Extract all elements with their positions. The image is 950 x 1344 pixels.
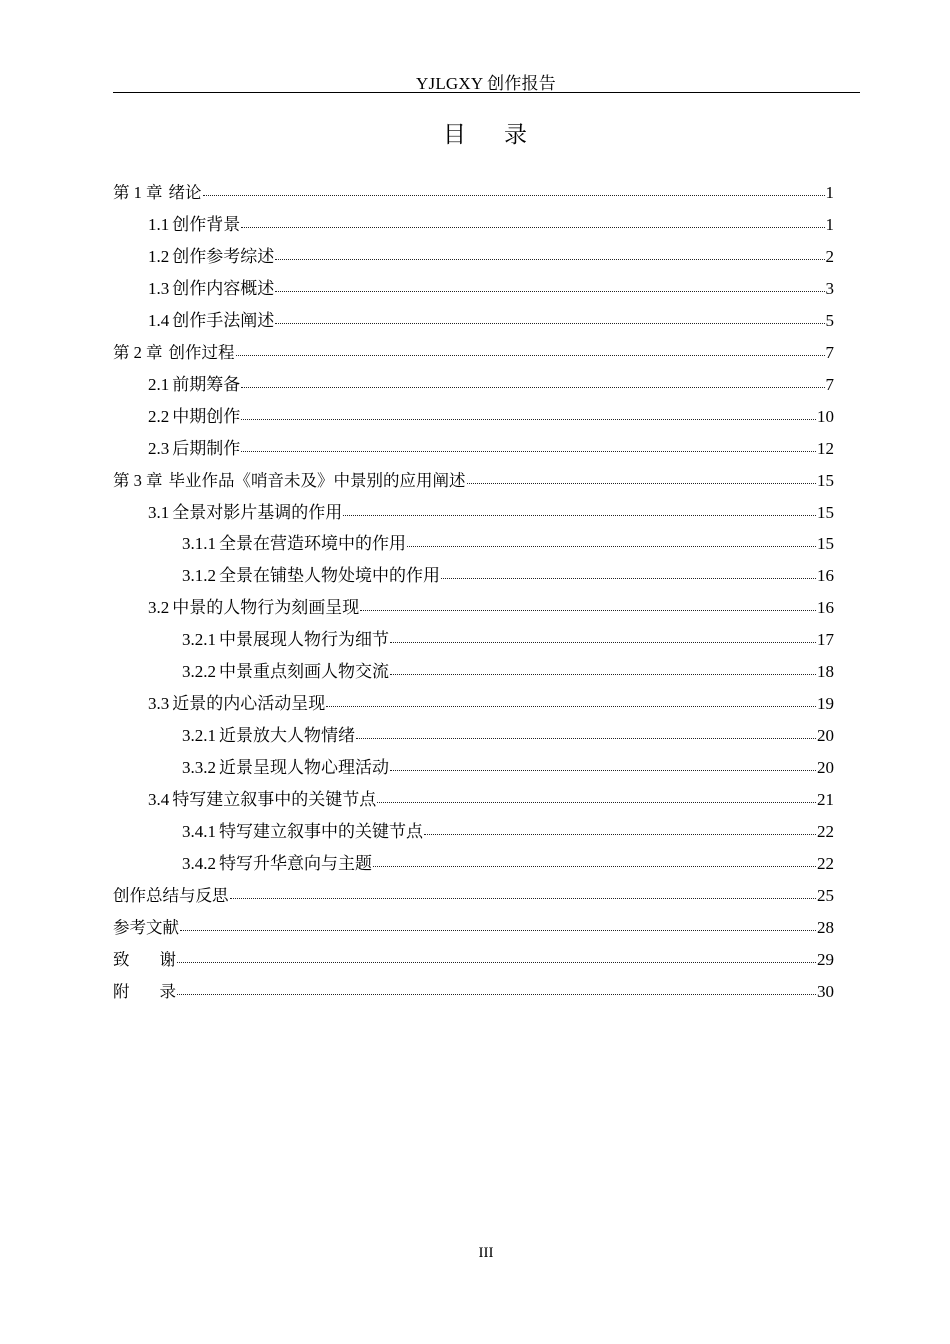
toc-entry-page: 7: [825, 342, 834, 362]
toc-entry-number: 3.2.2: [182, 662, 216, 682]
toc-entry-label: [113, 944, 176, 976]
toc-entry[interactable]: [148, 592, 834, 624]
toc-leader-dots: [275, 290, 824, 292]
toc-leader-dots: [326, 705, 816, 707]
toc-entry-label: 创作参考综述: [172, 246, 275, 266]
toc-leader-dots: [407, 545, 816, 547]
toc-leader-dots: [373, 865, 816, 867]
toc-entry[interactable]: [182, 624, 834, 656]
toc-leader-dots: [241, 450, 816, 452]
toc-entry-page: 15: [817, 470, 834, 490]
toc-entry[interactable]: [148, 369, 834, 401]
toc-entry-page: 15: [817, 534, 834, 554]
toc-entry[interactable]: [148, 688, 834, 720]
toc-entry[interactable]: [113, 465, 834, 497]
toc-entry-number: 1.3: [148, 278, 170, 298]
toc-entry-label: 创作内容概述: [172, 278, 275, 298]
toc-entry-label: 中景重点刻画人物交流: [219, 662, 389, 682]
page-header-title: YJLGXY 创作报告: [416, 74, 556, 93]
toc-entry-page: 18: [817, 662, 834, 682]
toc-entry-page: 12: [817, 438, 834, 458]
toc-entry-label: 中景的人物行为刻画呈现: [172, 598, 360, 618]
toc-entry-label-part1: 致: [113, 949, 130, 969]
toc-leader-dots: [424, 833, 816, 835]
toc-entry-label: 近景呈现人物心理活动: [219, 758, 389, 778]
toc-entry-number: 3.2.1: [182, 726, 216, 746]
toc-entry[interactable]: [148, 497, 834, 529]
toc-entry-number: 3.2: [148, 598, 170, 618]
toc-entry-page: 22: [817, 853, 834, 873]
toc-entry-number: 3.3.2: [182, 758, 216, 778]
toc-entry-number: 3.4.2: [182, 853, 216, 873]
toc-entry[interactable]: [148, 305, 834, 337]
toc-entry-label: 中景展现人物行为细节: [219, 630, 389, 650]
toc-entry-number: 2.2: [148, 406, 170, 426]
toc-title: [0, 116, 950, 149]
toc-entry-page: 16: [817, 598, 834, 618]
toc-entry-number: 3.1.2: [182, 566, 216, 586]
toc-entry-label: 全景对影片基调的作用: [172, 502, 343, 522]
toc-entry-page: 21: [817, 790, 834, 810]
toc-leader-dots: [177, 993, 816, 995]
toc-leader-dots: [360, 609, 816, 611]
toc-leader-dots: [241, 386, 824, 388]
toc-entry-label: 近景放大人物情绪: [219, 726, 355, 746]
toc-entry[interactable]: [113, 912, 834, 944]
toc-entry-page: 3: [825, 278, 834, 298]
toc-entry-page: 20: [817, 726, 834, 746]
toc-entry-page: 2: [825, 246, 834, 266]
toc-entry-page: 5: [825, 310, 834, 330]
toc-entry-page: 1: [825, 214, 834, 234]
toc-entry[interactable]: [182, 528, 834, 560]
toc-entry-label: 全景在营造环境中的作用: [219, 534, 406, 554]
toc-entry-page: 19: [817, 694, 834, 714]
toc-entry[interactable]: [182, 752, 834, 784]
toc-entry-label: 创作背景: [172, 214, 241, 234]
toc-entry[interactable]: [113, 177, 834, 209]
toc-leader-dots: [177, 961, 816, 963]
toc-entry-number: 2.3: [148, 438, 170, 458]
toc-entry-number: 3.3: [148, 694, 170, 714]
toc-entry-page: 30: [817, 981, 834, 1001]
toc-entry[interactable]: [182, 720, 834, 752]
toc-entry-page: 16: [817, 566, 834, 586]
toc-leader-dots: [230, 897, 817, 899]
toc-entry-label: 特写建立叙事中的关键节点: [219, 822, 423, 841]
toc-entry[interactable]: [182, 848, 834, 880]
toc-entry-number: 3.1: [148, 502, 170, 522]
toc-entry-page: 17: [817, 630, 834, 650]
toc-entry-number: 第 1 章: [113, 183, 163, 202]
toc-entry-page: 28: [817, 917, 834, 937]
toc-entry[interactable]: [113, 976, 834, 1008]
toc-entry-label: 创作过程: [168, 342, 235, 362]
toc-leader-dots: [241, 226, 824, 228]
toc-entry-page: 20: [817, 758, 834, 778]
toc-leader-dots: [236, 354, 825, 356]
toc-leader-dots: [390, 673, 816, 675]
toc-entry-label: 毕业作品《哨音未及》中景别的应用阐述: [168, 470, 466, 490]
toc-entry-label-part1: 附: [113, 981, 130, 1001]
toc-entry-number: 第 3 章: [113, 470, 163, 490]
toc-entry[interactable]: [113, 944, 834, 976]
toc-entry[interactable]: [148, 784, 834, 816]
toc-title-left: 目: [443, 122, 468, 148]
toc-entry[interactable]: [148, 401, 834, 433]
toc-entry-page: 10: [817, 406, 834, 426]
toc-entry-page: 15: [817, 502, 834, 522]
toc-entry-number: 3.2.1: [182, 630, 216, 650]
toc-entry-page: 1: [825, 183, 834, 202]
toc-entry-label: 绪论: [168, 183, 202, 202]
toc-leader-dots: [275, 322, 824, 324]
toc-title-right: 录: [504, 122, 529, 148]
toc-entry[interactable]: [148, 209, 834, 241]
header-divider: [113, 92, 860, 93]
toc-entry-number: 3.1.1: [182, 534, 216, 554]
toc-entry-label: 前期筹备: [172, 374, 241, 394]
toc-entry[interactable]: [113, 880, 834, 912]
page-number: III: [478, 1245, 494, 1261]
toc-entry-number: 3.4.1: [182, 822, 216, 841]
toc-entry-number: 2.1: [148, 374, 170, 394]
toc-entry-label: [113, 976, 176, 1008]
toc-leader-dots: [441, 577, 816, 579]
toc-entry-label: 特写建立叙事中的关键节点: [172, 790, 377, 810]
toc-entry-label: 中期创作: [172, 406, 241, 426]
toc-leader-dots: [203, 194, 825, 196]
toc-entry-number: 第 2 章: [113, 342, 163, 362]
toc-entry[interactable]: [182, 816, 834, 848]
toc-entry-label: 特写升华意向与主题: [219, 853, 372, 873]
toc-entry-label: 创作总结与反思: [113, 885, 229, 905]
toc-entry-label: 参考文献: [113, 917, 179, 937]
toc-entry[interactable]: [148, 273, 834, 305]
toc-entry[interactable]: [182, 560, 834, 592]
toc-entry-label: 后期制作: [172, 438, 241, 458]
toc-entry-label-part2: 录: [159, 981, 176, 1001]
toc-entry-page: 22: [817, 822, 834, 841]
toc-entry-label: 创作手法阐述: [172, 310, 275, 330]
toc-leader-dots: [467, 482, 817, 484]
toc-leader-dots: [343, 514, 816, 516]
toc-leader-dots: [241, 418, 816, 420]
toc-entry-number: 3.4: [148, 790, 170, 810]
toc-leader-dots: [180, 929, 816, 931]
toc-entry[interactable]: [182, 656, 834, 688]
toc-leader-dots: [390, 769, 816, 771]
toc-leader-dots: [390, 641, 816, 643]
toc-leader-dots: [275, 258, 824, 260]
toc-leader-dots: [356, 737, 816, 739]
toc-entry-label-part2: 谢: [159, 949, 176, 969]
toc-entry-label: 近景的内心活动呈现: [172, 694, 326, 714]
toc-entry-page: 7: [825, 374, 834, 394]
toc-entry-page: 29: [817, 949, 834, 969]
toc-entry-number: 1.1: [148, 214, 170, 234]
toc-leader-dots: [377, 801, 816, 803]
toc-entry[interactable]: [113, 337, 834, 369]
toc-entry[interactable]: [148, 241, 834, 273]
toc-entry-page: 25: [817, 885, 834, 905]
toc-entry-number: 1.2: [148, 246, 170, 266]
toc-entry-label: 全景在铺垫人物处境中的作用: [219, 566, 440, 586]
toc-entry[interactable]: [148, 433, 834, 465]
toc-entry-number: 1.4: [148, 310, 170, 330]
